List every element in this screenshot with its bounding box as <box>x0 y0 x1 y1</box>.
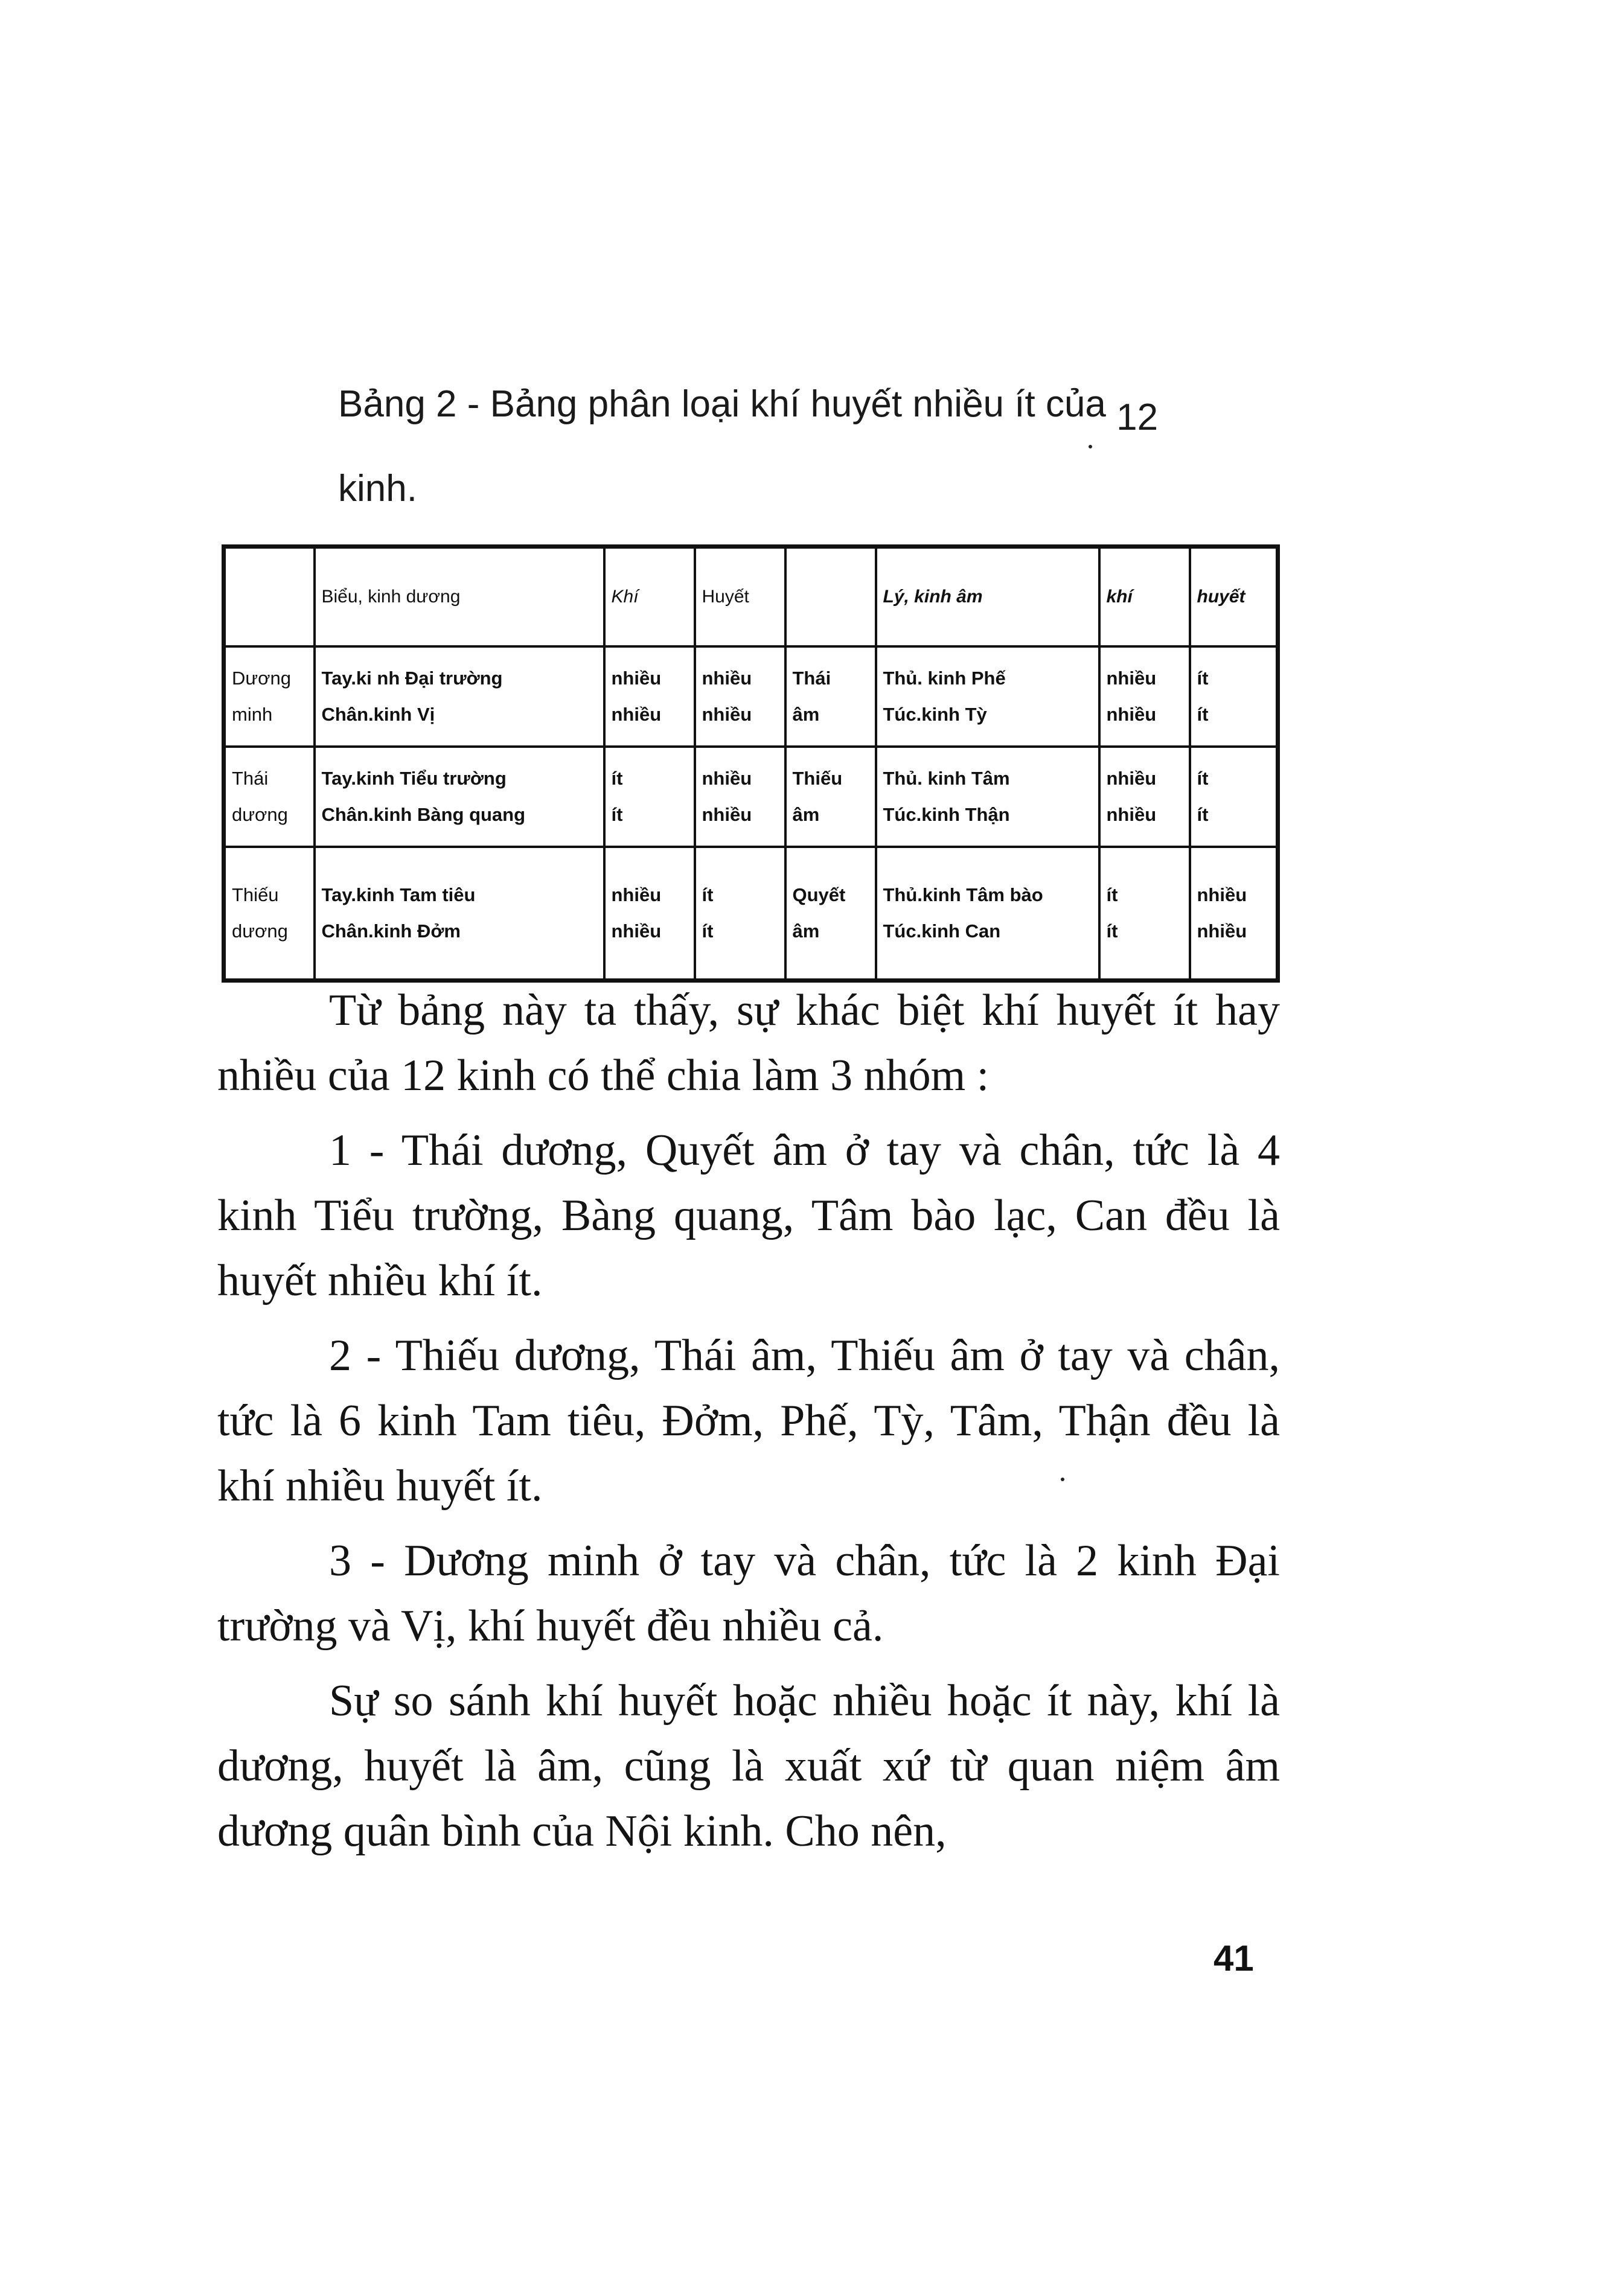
cell-line: Tay.kinh Tam tiêu <box>321 884 476 905</box>
scan-speck <box>1089 445 1092 448</box>
yin-group-cell <box>785 747 876 847</box>
header-cell: Biểu, kinh dương <box>315 547 604 647</box>
yang-channel-cell <box>315 747 604 847</box>
paragraph: Sự so sánh khí huyết hoặc nhiều hoặc ít này, khí là dương, huyết là âm, cũng là xuất xứ từ quan niệm âm dương quân bình của Nội kinh. Cho nên, <box>217 1676 1280 1856</box>
yin-khi-cell <box>1099 847 1190 981</box>
group-cell <box>224 646 315 747</box>
cell-line: nhiều <box>1106 668 1157 689</box>
paragraph: 2 - Thiếu dương, Thái âm, Thiếu âm ở tay và chân, tức là 6 kinh Tam tiêu, Đởm, Phế, Tỳ, Tâm, Thận đều là khí nhiều huyết ít. <box>217 1331 1280 1511</box>
caption-number: 12 <box>1116 397 1159 438</box>
table-row <box>224 646 1278 747</box>
cell-line: ít <box>611 804 623 825</box>
cell-line: Chân.kinh Đởm <box>321 920 461 942</box>
cell-line: ít <box>1197 804 1209 825</box>
header-cell: khí <box>1099 547 1190 647</box>
cell-line: dương <box>232 920 288 942</box>
yin-khi-cell <box>1099 747 1190 847</box>
cell-line: Thủ. kinh Tâm <box>883 768 1010 789</box>
cell-line: Thái <box>792 668 831 689</box>
caption-text: Bảng 2 - Bảng phân loại khí huyết nhiều ít của <box>338 383 1106 425</box>
cell-line: âm <box>792 704 820 725</box>
yang-huyet-cell <box>695 747 785 847</box>
cell-line: Quyết <box>792 884 846 905</box>
cell-line: nhiều <box>702 668 752 689</box>
body-text <box>217 978 1280 1873</box>
yang-khi-cell <box>604 847 695 981</box>
yin-channel-cell <box>876 646 1099 747</box>
yin-huyet-cell <box>1190 747 1278 847</box>
cell-line: nhiều <box>1106 804 1157 825</box>
yang-khi-cell <box>604 747 695 847</box>
page-number: 41 <box>1214 1938 1254 1979</box>
cell-line: Tay.ki nh Đại trường <box>321 668 503 689</box>
cell-line: nhiều <box>702 804 752 825</box>
table-header-row <box>224 547 1278 647</box>
yang-khi-cell <box>604 646 695 747</box>
cell-line: Túc.kinh Tỳ <box>883 704 987 725</box>
cell-line: âm <box>792 804 820 825</box>
yin-group-cell <box>785 847 876 981</box>
yin-huyet-cell <box>1190 646 1278 747</box>
cell-line: Thủ. kinh Phế <box>883 668 1006 689</box>
cell-line: ít <box>1106 884 1118 905</box>
paragraph: 1 - Thái dương, Quyết âm ở tay và chân, tức là 4 kinh Tiểu trường, Bàng quang, Tâm bào lạc, Can đều là huyết nhiều khí ít. <box>217 1126 1280 1306</box>
scan-speck <box>1061 1478 1064 1481</box>
cell-line: nhiều <box>611 884 662 905</box>
yang-huyet-cell <box>695 847 785 981</box>
cell-line: nhiều <box>1106 704 1157 725</box>
yin-channel-cell <box>876 847 1099 981</box>
cell-line: Chân.kinh Vị <box>321 704 435 725</box>
header-cell <box>224 547 315 647</box>
cell-line: nhiều <box>611 668 662 689</box>
group-cell <box>224 747 315 847</box>
header-cell <box>785 547 876 647</box>
cell-line: ít <box>1106 920 1118 942</box>
table-row <box>224 747 1278 847</box>
paragraph: Từ bảng này ta thấy, sự khác biệt khí huyết ít hay nhiều của 12 kinh có thể chia làm 3 nhóm : <box>217 986 1280 1100</box>
cell-line: ít <box>1197 768 1209 789</box>
cell-line: nhiều <box>1197 884 1247 905</box>
cell-line: Tay.kinh Tiểu trường <box>321 768 507 789</box>
header-cell: Lý, kinh âm <box>876 547 1099 647</box>
cell-line: nhiều <box>702 704 752 725</box>
cell-line: Túc.kinh Can <box>883 920 1001 942</box>
cell-line: ít <box>1197 704 1209 725</box>
yin-group-cell <box>785 646 876 747</box>
cell-line: Thái <box>232 768 269 789</box>
cell-line: Thiếu <box>792 768 843 789</box>
cell-line: ít <box>1197 668 1209 689</box>
cell-line: Thủ.kinh Tâm bào <box>883 884 1043 905</box>
cell-line: nhiều <box>1197 920 1247 942</box>
yin-khi-cell <box>1099 646 1190 747</box>
table-caption <box>338 362 1292 531</box>
cell-line: nhiều <box>702 768 752 789</box>
yang-huyet-cell <box>695 646 785 747</box>
header-cell: Huyết <box>695 547 785 647</box>
cell-line: nhiều <box>611 704 662 725</box>
yang-channel-cell <box>315 646 604 747</box>
yin-huyet-cell <box>1190 847 1278 981</box>
cell-line: nhiều <box>611 920 662 942</box>
paragraph: 3 - Dương minh ở tay và chân, tức là 2 kinh Đại trường và Vị, khí huyết đều nhiều cả. <box>217 1536 1280 1651</box>
cell-line: Thiếu <box>232 884 279 905</box>
channel-qi-blood-table <box>222 544 1280 983</box>
caption-text-2: kinh. <box>338 468 417 509</box>
cell-line: Dương <box>232 668 291 689</box>
header-cell: Khí <box>604 547 695 647</box>
cell-line: nhiều <box>1106 768 1157 789</box>
cell-line: ít <box>702 884 714 905</box>
yang-channel-cell <box>315 847 604 981</box>
cell-line: Túc.kinh Thận <box>883 804 1010 825</box>
table-row <box>224 847 1278 981</box>
yin-channel-cell <box>876 747 1099 847</box>
cell-line: ít <box>611 768 623 789</box>
header-cell: huyết <box>1190 547 1278 647</box>
group-cell <box>224 847 315 981</box>
cell-line: minh <box>232 704 273 725</box>
cell-line: dương <box>232 804 288 825</box>
cell-line: âm <box>792 920 820 942</box>
cell-line: ít <box>702 920 714 942</box>
cell-line: Chân.kinh Bàng quang <box>321 804 526 825</box>
